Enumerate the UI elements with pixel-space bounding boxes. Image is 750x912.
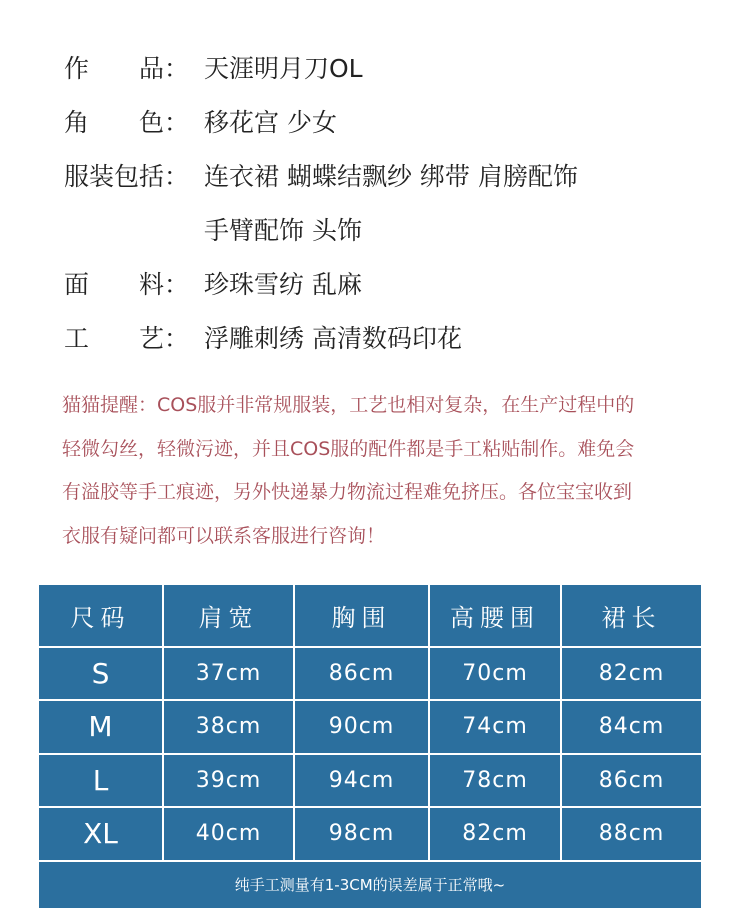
size-cell: S [39, 647, 163, 700]
spec-includes-continued-value: 手臂配饰 头饰 [204, 216, 362, 245]
spec-includes-continued [64, 215, 362, 247]
spec-includes-label: 服装包括： [64, 162, 190, 191]
table-header-row [39, 585, 701, 647]
header-shoulder: 肩宽 [163, 585, 294, 647]
care-notice-line: 轻微勾丝，轻微污迹，并且COS服的配件都是手工粘贴制作。难免会 [62, 437, 635, 460]
bust-cell: 94cm [294, 754, 429, 807]
shoulder-cell: 37cm [163, 647, 294, 700]
spec-craft-label: 工 艺： [64, 324, 190, 353]
table-row [39, 700, 701, 753]
length-cell: 84cm [561, 700, 701, 753]
spec-includes [64, 161, 578, 193]
spec-role-label: 角 色： [64, 108, 190, 137]
size-chart-table [39, 585, 701, 908]
care-notice [62, 384, 702, 558]
size-cell: M [39, 700, 163, 753]
spec-craft [64, 323, 462, 355]
spec-work-value: 天涯明月刀OL [204, 54, 363, 83]
length-cell: 88cm [561, 807, 701, 860]
waist-cell: 78cm [429, 754, 561, 807]
spec-work-label: 作 品： [64, 54, 190, 83]
care-notice-line: 衣服有疑问都可以联系客服进行咨询！ [62, 524, 386, 547]
bust-cell: 86cm [294, 647, 429, 700]
spec-fabric [64, 269, 362, 301]
header-skirt-length: 裙长 [561, 585, 701, 647]
waist-cell: 74cm [429, 700, 561, 753]
spec-role-value: 移花宫 少女 [204, 108, 337, 137]
spec-craft-value: 浮雕刺绣 高清数码印花 [204, 324, 462, 353]
size-cell: L [39, 754, 163, 807]
spec-work [64, 53, 363, 85]
spec-fabric-label: 面 料： [64, 270, 190, 299]
care-notice-line: 猫猫提醒：COS服并非常规服装，工艺也相对复杂，在生产过程中的 [62, 394, 635, 416]
spec-includes-value: 连衣裙 蝴蝶结飘纱 绑带 肩膀配饰 [204, 162, 578, 191]
table-row [39, 807, 701, 860]
length-cell: 82cm [561, 647, 701, 700]
bust-cell: 98cm [294, 807, 429, 860]
spec-role [64, 107, 337, 139]
shoulder-cell: 40cm [163, 807, 294, 860]
table-footnote-row [39, 861, 701, 909]
length-cell: 86cm [561, 754, 701, 807]
header-size: 尺码 [39, 585, 163, 647]
measurement-footnote: 纯手工测量有1-3CM的误差属于正常哦~ [39, 861, 701, 909]
table-row [39, 647, 701, 700]
spec-fabric-value: 珍珠雪纺 乱麻 [204, 270, 362, 299]
header-high-waist: 高腰围 [429, 585, 561, 647]
shoulder-cell: 39cm [163, 754, 294, 807]
care-notice-line: 有溢胶等手工痕迹，另外快递暴力物流过程难免挤压。各位宝宝收到 [62, 481, 633, 503]
size-cell: XL [39, 807, 163, 860]
header-bust: 胸围 [294, 585, 429, 647]
waist-cell: 70cm [429, 647, 561, 700]
waist-cell: 82cm [429, 807, 561, 860]
shoulder-cell: 38cm [163, 700, 294, 753]
table-row [39, 754, 701, 807]
bust-cell: 90cm [294, 700, 429, 753]
